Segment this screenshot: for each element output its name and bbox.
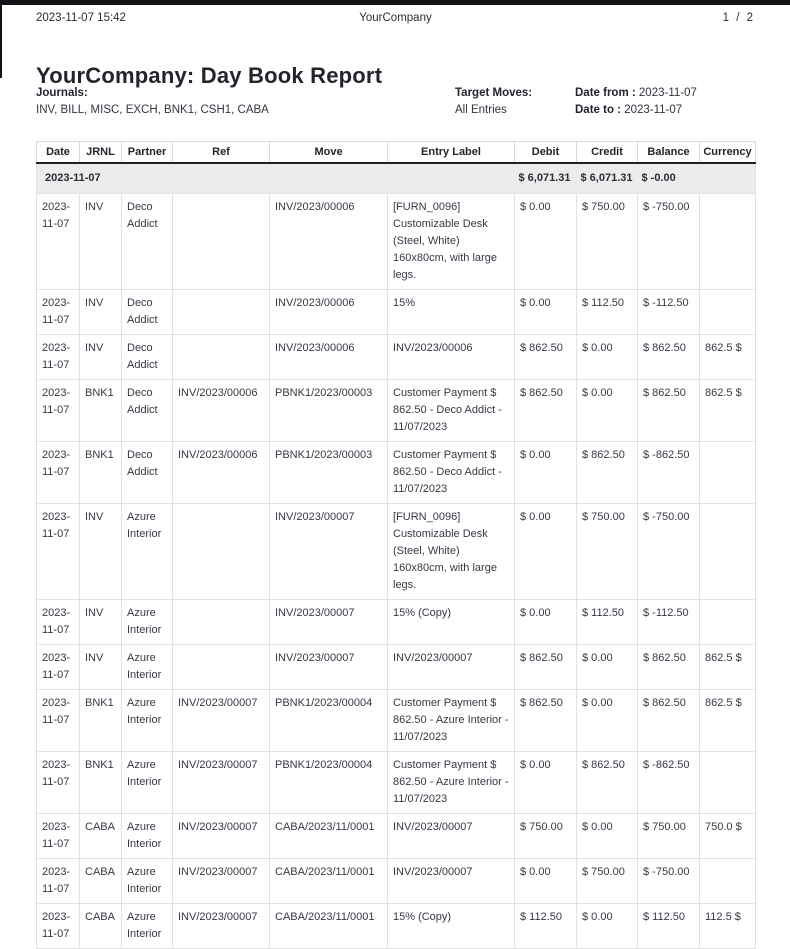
cell-jrnl: INV bbox=[80, 335, 122, 380]
cell-credit: $ 112.50 bbox=[577, 600, 638, 645]
cell-entry-label: [FURN_0096] Customizable Desk (Steel, White) 160x80cm, with large legs. bbox=[388, 194, 515, 290]
cell-partner: Azure Interior bbox=[122, 814, 173, 859]
cell-date: 2023-11-07 bbox=[37, 859, 80, 904]
report-title: YourCompany: Day Book Report bbox=[36, 62, 383, 88]
cell-debit: $ 0.00 bbox=[515, 290, 577, 335]
cell-date: 2023-11-07 bbox=[37, 814, 80, 859]
column-header-date: Date bbox=[37, 142, 80, 164]
cell-currency: 862.5 $ bbox=[700, 380, 756, 442]
cell-balance: $ -750.00 bbox=[638, 859, 700, 904]
cell-entry-label: [FURN_0096] Customizable Desk (Steel, White) 160x80cm, with large legs. bbox=[388, 504, 515, 600]
cell-jrnl: INV bbox=[80, 504, 122, 600]
cell-move: CABA/2023/11/0001 bbox=[270, 859, 388, 904]
cell-partner: Azure Interior bbox=[122, 600, 173, 645]
cell-currency bbox=[700, 504, 756, 600]
cell-debit: $ 862.50 bbox=[515, 380, 577, 442]
cell-ref: INV/2023/00006 bbox=[173, 380, 270, 442]
cell-credit: $ 862.50 bbox=[577, 752, 638, 814]
column-header-ref: Ref bbox=[173, 142, 270, 164]
group-balance: $ -0.00 bbox=[638, 163, 700, 194]
cell-partner: Deco Addict bbox=[122, 335, 173, 380]
cell-ref bbox=[173, 335, 270, 380]
cell-jrnl: BNK1 bbox=[80, 380, 122, 442]
cell-entry-label: Customer Payment $ 862.50 - Azure Interior - 11/07/2023 bbox=[388, 690, 515, 752]
cell-date: 2023-11-07 bbox=[37, 194, 80, 290]
cell-jrnl: INV bbox=[80, 194, 122, 290]
column-header-currency: Currency bbox=[700, 142, 756, 164]
cell-ref: INV/2023/00007 bbox=[173, 752, 270, 814]
table-row bbox=[37, 290, 756, 335]
target-moves-value: All Entries bbox=[455, 104, 507, 116]
cell-balance: $ -112.50 bbox=[638, 600, 700, 645]
table-row bbox=[37, 814, 756, 859]
cell-date: 2023-11-07 bbox=[37, 335, 80, 380]
table-header-row bbox=[37, 142, 756, 164]
cell-jrnl: CABA bbox=[80, 814, 122, 859]
report-filters bbox=[36, 85, 755, 119]
cell-debit: $ 0.00 bbox=[515, 194, 577, 290]
cell-balance: $ -750.00 bbox=[638, 504, 700, 600]
cell-move: PBNK1/2023/00003 bbox=[270, 380, 388, 442]
cell-credit: $ 0.00 bbox=[577, 814, 638, 859]
cell-partner: Deco Addict bbox=[122, 290, 173, 335]
date-to-label: Date to : bbox=[575, 104, 621, 116]
cell-partner: Azure Interior bbox=[122, 645, 173, 690]
cell-credit: $ 0.00 bbox=[577, 335, 638, 380]
cell-entry-label: INV/2023/00007 bbox=[388, 814, 515, 859]
cell-move: INV/2023/00006 bbox=[270, 290, 388, 335]
table-row bbox=[37, 600, 756, 645]
cell-ref: INV/2023/00007 bbox=[173, 904, 270, 949]
cell-move: INV/2023/00007 bbox=[270, 645, 388, 690]
cell-currency: 862.5 $ bbox=[700, 690, 756, 752]
cell-currency bbox=[700, 600, 756, 645]
cell-credit: $ 750.00 bbox=[577, 859, 638, 904]
cell-jrnl: CABA bbox=[80, 859, 122, 904]
cell-balance: $ -862.50 bbox=[638, 752, 700, 814]
cell-currency: 862.5 $ bbox=[700, 335, 756, 380]
cell-currency: 750.0 $ bbox=[700, 814, 756, 859]
cell-debit: $ 0.00 bbox=[515, 859, 577, 904]
cell-jrnl: INV bbox=[80, 645, 122, 690]
cell-debit: $ 750.00 bbox=[515, 814, 577, 859]
cell-balance: $ 862.50 bbox=[638, 645, 700, 690]
cell-balance: $ 862.50 bbox=[638, 335, 700, 380]
cell-ref bbox=[173, 290, 270, 335]
page-top-edge bbox=[0, 0, 790, 5]
date-from-label: Date from : bbox=[575, 87, 636, 99]
cell-entry-label: 15% bbox=[388, 290, 515, 335]
cell-currency bbox=[700, 290, 756, 335]
group-debit: $ 6,071.31 bbox=[515, 163, 577, 194]
cell-partner: Azure Interior bbox=[122, 690, 173, 752]
table-body bbox=[37, 163, 756, 949]
cell-move: CABA/2023/11/0001 bbox=[270, 814, 388, 859]
group-date: 2023-11-07 bbox=[37, 163, 515, 194]
table-row bbox=[37, 690, 756, 752]
cell-ref bbox=[173, 600, 270, 645]
cell-partner: Azure Interior bbox=[122, 504, 173, 600]
cell-balance: $ -112.50 bbox=[638, 290, 700, 335]
cell-partner: Azure Interior bbox=[122, 752, 173, 814]
cell-entry-label: INV/2023/00006 bbox=[388, 335, 515, 380]
cell-move: INV/2023/00006 bbox=[270, 335, 388, 380]
cell-ref: INV/2023/00007 bbox=[173, 690, 270, 752]
cell-jrnl: BNK1 bbox=[80, 442, 122, 504]
cell-partner: Deco Addict bbox=[122, 380, 173, 442]
column-header-move: Move bbox=[270, 142, 388, 164]
cell-credit: $ 0.00 bbox=[577, 645, 638, 690]
cell-entry-label: Customer Payment $ 862.50 - Deco Addict - 11/07/2023 bbox=[388, 442, 515, 504]
column-header-entry-label: Entry Label bbox=[388, 142, 515, 164]
cell-currency bbox=[700, 752, 756, 814]
page-left-edge bbox=[0, 0, 2, 78]
table-row bbox=[37, 442, 756, 504]
cell-debit: $ 0.00 bbox=[515, 504, 577, 600]
cell-credit: $ 750.00 bbox=[577, 504, 638, 600]
group-credit: $ 6,071.31 bbox=[577, 163, 638, 194]
cell-move: PBNK1/2023/00004 bbox=[270, 752, 388, 814]
cell-credit: $ 0.00 bbox=[577, 904, 638, 949]
cell-debit: $ 862.50 bbox=[515, 335, 577, 380]
cell-currency: 862.5 $ bbox=[700, 645, 756, 690]
cell-entry-label: Customer Payment $ 862.50 - Deco Addict - 11/07/2023 bbox=[388, 380, 515, 442]
cell-ref: INV/2023/00007 bbox=[173, 859, 270, 904]
cell-date: 2023-11-07 bbox=[37, 380, 80, 442]
table-row bbox=[37, 380, 756, 442]
cell-date: 2023-11-07 bbox=[37, 752, 80, 814]
cell-ref bbox=[173, 194, 270, 290]
group-currency bbox=[700, 163, 756, 194]
cell-currency bbox=[700, 442, 756, 504]
cell-debit: $ 0.00 bbox=[515, 752, 577, 814]
cell-debit: $ 862.50 bbox=[515, 690, 577, 752]
cell-balance: $ 862.50 bbox=[638, 380, 700, 442]
cell-currency bbox=[700, 859, 756, 904]
cell-ref bbox=[173, 504, 270, 600]
cell-entry-label: 15% (Copy) bbox=[388, 904, 515, 949]
cell-debit: $ 0.00 bbox=[515, 442, 577, 504]
journals-block bbox=[36, 85, 455, 119]
cell-entry-label: INV/2023/00007 bbox=[388, 645, 515, 690]
cell-move: PBNK1/2023/00004 bbox=[270, 690, 388, 752]
column-header-debit: Debit bbox=[515, 142, 577, 164]
daybook-table bbox=[36, 141, 756, 949]
cell-balance: $ 862.50 bbox=[638, 690, 700, 752]
cell-credit: $ 0.00 bbox=[577, 690, 638, 752]
journals-value: INV, BILL, MISC, EXCH, BNK1, CSH1, CABA bbox=[36, 104, 269, 116]
cell-credit: $ 862.50 bbox=[577, 442, 638, 504]
cell-entry-label: INV/2023/00007 bbox=[388, 859, 515, 904]
table-row bbox=[37, 504, 756, 600]
cell-jrnl: BNK1 bbox=[80, 752, 122, 814]
table-row bbox=[37, 335, 756, 380]
cell-partner: Azure Interior bbox=[122, 859, 173, 904]
column-header-balance: Balance bbox=[638, 142, 700, 164]
cell-balance: $ -750.00 bbox=[638, 194, 700, 290]
dates-block bbox=[575, 85, 755, 119]
cell-move: CABA/2023/11/0001 bbox=[270, 904, 388, 949]
running-header bbox=[36, 12, 755, 28]
cell-debit: $ 112.50 bbox=[515, 904, 577, 949]
daybook-table-container bbox=[36, 141, 755, 949]
column-header-credit: Credit bbox=[577, 142, 638, 164]
cell-currency bbox=[700, 194, 756, 290]
cell-date: 2023-11-07 bbox=[37, 600, 80, 645]
cell-debit: $ 0.00 bbox=[515, 600, 577, 645]
cell-date: 2023-11-07 bbox=[37, 645, 80, 690]
cell-ref: INV/2023/00006 bbox=[173, 442, 270, 504]
cell-move: INV/2023/00006 bbox=[270, 194, 388, 290]
date-to-value: 2023-11-07 bbox=[624, 104, 683, 116]
cell-partner: Deco Addict bbox=[122, 442, 173, 504]
date-group-row bbox=[37, 163, 756, 194]
cell-balance: $ 112.50 bbox=[638, 904, 700, 949]
cell-date: 2023-11-07 bbox=[37, 290, 80, 335]
cell-entry-label: 15% (Copy) bbox=[388, 600, 515, 645]
cell-move: INV/2023/00007 bbox=[270, 600, 388, 645]
column-header-jrnl: JRNL bbox=[80, 142, 122, 164]
cell-date: 2023-11-07 bbox=[37, 904, 80, 949]
company-name: YourCompany bbox=[359, 12, 432, 24]
target-moves-label: Target Moves: bbox=[455, 87, 533, 99]
table-row bbox=[37, 194, 756, 290]
cell-credit: $ 0.00 bbox=[577, 380, 638, 442]
cell-currency: 112.5 $ bbox=[700, 904, 756, 949]
cell-jrnl: CABA bbox=[80, 904, 122, 949]
table-row bbox=[37, 752, 756, 814]
cell-jrnl: INV bbox=[80, 600, 122, 645]
table-row bbox=[37, 904, 756, 949]
target-moves-block bbox=[455, 85, 575, 119]
cell-jrnl: INV bbox=[80, 290, 122, 335]
cell-credit: $ 750.00 bbox=[577, 194, 638, 290]
cell-ref bbox=[173, 645, 270, 690]
cell-move: INV/2023/00007 bbox=[270, 504, 388, 600]
cell-partner: Deco Addict bbox=[122, 194, 173, 290]
cell-debit: $ 862.50 bbox=[515, 645, 577, 690]
cell-date: 2023-11-07 bbox=[37, 690, 80, 752]
cell-date: 2023-11-07 bbox=[37, 504, 80, 600]
cell-balance: $ -862.50 bbox=[638, 442, 700, 504]
cell-credit: $ 112.50 bbox=[577, 290, 638, 335]
cell-partner: Azure Interior bbox=[122, 904, 173, 949]
cell-ref: INV/2023/00007 bbox=[173, 814, 270, 859]
cell-balance: $ 750.00 bbox=[638, 814, 700, 859]
table-row bbox=[37, 645, 756, 690]
cell-jrnl: BNK1 bbox=[80, 690, 122, 752]
cell-move: PBNK1/2023/00003 bbox=[270, 442, 388, 504]
page-indicator: 1 / 2 bbox=[722, 12, 755, 24]
print-datetime: 2023-11-07 15:42 bbox=[36, 12, 126, 24]
journals-label: Journals: bbox=[36, 87, 88, 99]
cell-date: 2023-11-07 bbox=[37, 442, 80, 504]
cell-entry-label: Customer Payment $ 862.50 - Azure Interior - 11/07/2023 bbox=[388, 752, 515, 814]
date-from-value: 2023-11-07 bbox=[638, 87, 697, 99]
column-header-partner: Partner bbox=[122, 142, 173, 164]
table-row bbox=[37, 859, 756, 904]
